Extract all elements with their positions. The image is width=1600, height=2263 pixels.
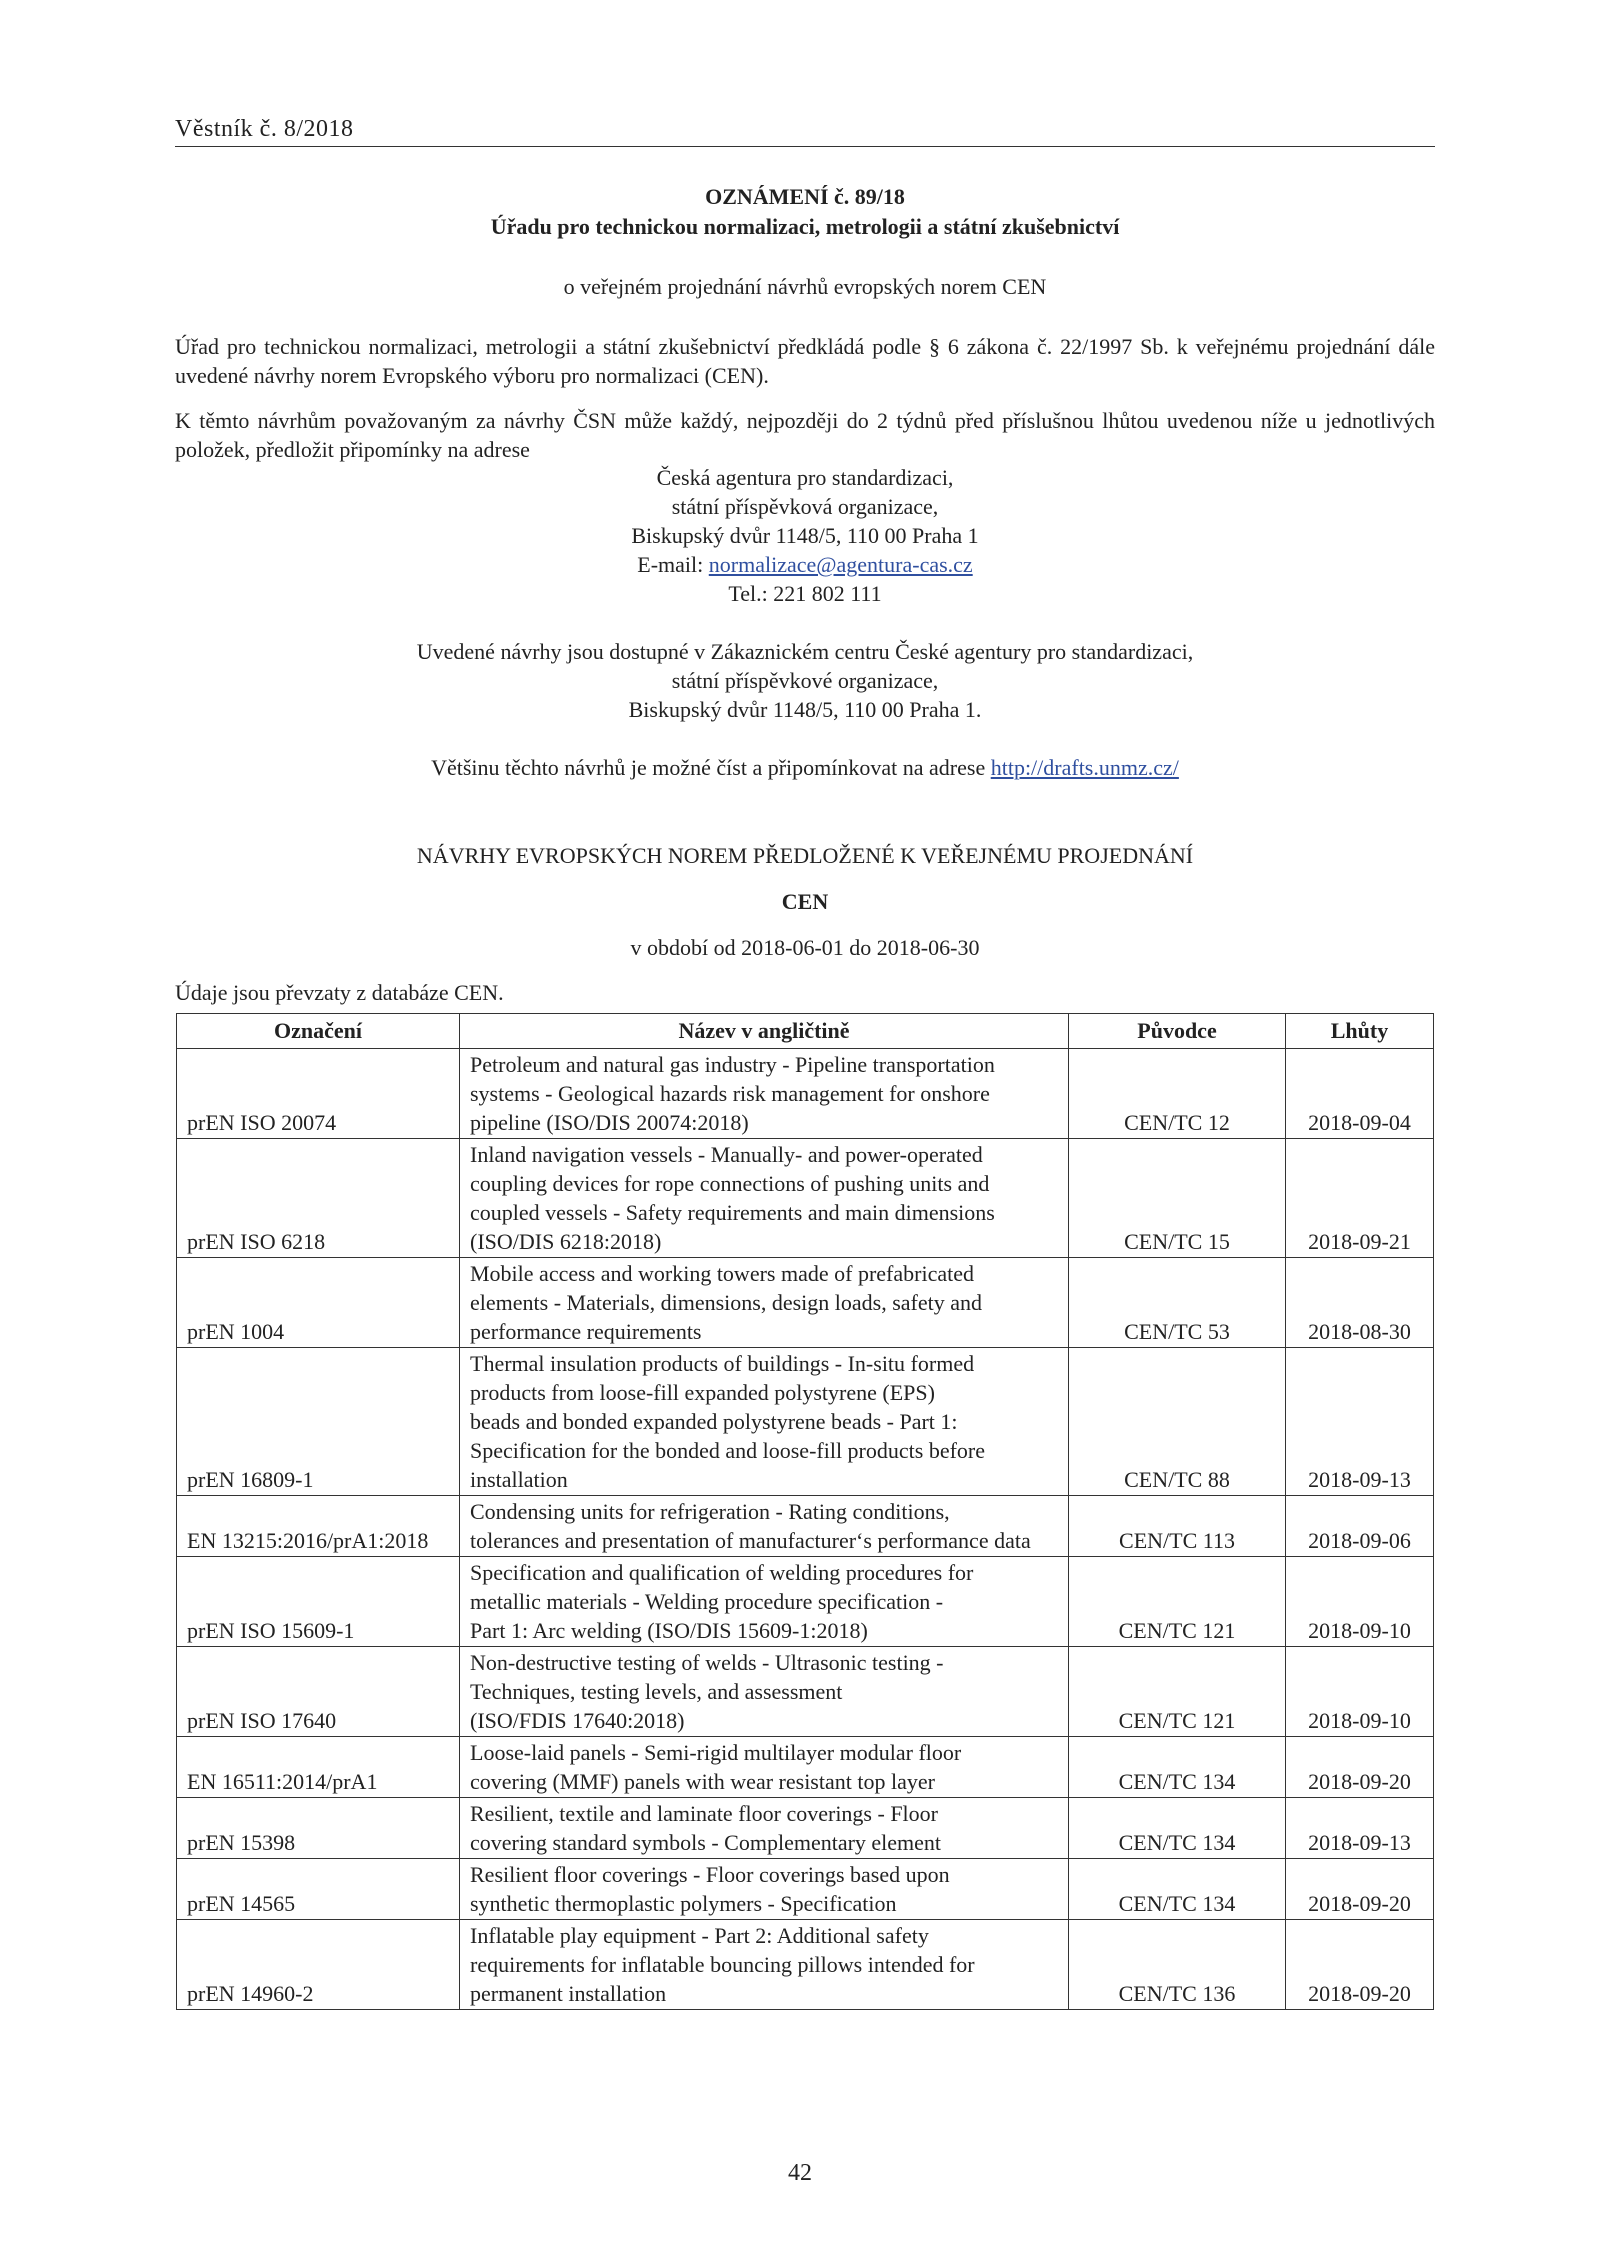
cell-designation: prEN 14960-2 [177, 1920, 460, 2010]
cell-english-title [460, 1557, 1069, 1647]
cell-deadline: 2018-09-10 [1286, 1647, 1434, 1737]
cell-designation: EN 16511:2014/prA1 [177, 1737, 460, 1798]
cell-english-title [460, 1859, 1069, 1920]
table-row [177, 1496, 1434, 1557]
title-line: Resilient, textile and laminate floor coverings - Floor [470, 1801, 938, 1826]
cell-deadline: 2018-08-30 [1286, 1258, 1434, 1348]
comments-paragraph: K těmto návrhům považovaným za návrhy ČSN může každý, nejpozději do 2 týdnů před příslušnou lhůtou uvedenou níže u jednotlivých položek, předložit připomínky na adrese [175, 408, 1435, 462]
intro-paragraph: Úřad pro technickou normalizaci, metrologii a státní zkušebnictví předkládá podle § 6 zákona č. 22/1997 Sb. k veřejnému projednání dále uvedené návrhy norem Evropského výboru pro normalizaci (CEN). [175, 334, 1435, 388]
page-number: 42 [788, 2160, 812, 2186]
table-row [177, 1557, 1434, 1647]
cell-originator: CEN/TC 53 [1069, 1258, 1286, 1348]
norms-table [176, 1013, 1434, 2010]
title-line: beads and bonded expanded polystyrene beads - Part 1: [470, 1409, 958, 1434]
email-label: E-mail: [637, 552, 709, 577]
cell-english-title [460, 1139, 1069, 1258]
title-line: elements - Materials, dimensions, design loads, safety and [470, 1290, 982, 1315]
title-line: systems - Geological hazards risk management for onshore [470, 1081, 990, 1106]
online-line [175, 755, 1435, 781]
title-line: Non-destructive testing of welds - Ultrasonic testing - [470, 1650, 944, 1675]
title-line: covering standard symbols - Complementary element [470, 1830, 942, 1855]
title-line: permanent installation [470, 1981, 667, 2006]
table-row [177, 1798, 1434, 1859]
online-text: Většinu těchto návrhů je možné číst a připomínkovat na adrese [431, 755, 991, 780]
email-link[interactable]: normalizace@agentura-cas.cz [708, 552, 973, 577]
title-line: Petroleum and natural gas industry - Pipeline transportation [470, 1052, 995, 1077]
cell-deadline: 2018-09-20 [1286, 1737, 1434, 1798]
cell-english-title [460, 1496, 1069, 1557]
cell-deadline: 2018-09-13 [1286, 1348, 1434, 1496]
notice-subject: o veřejném projednání návrhů evropských norem CEN [563, 274, 1047, 299]
cell-designation: prEN 16809-1 [177, 1348, 460, 1496]
running-header [175, 112, 1435, 147]
cell-english-title [460, 1737, 1069, 1798]
availability-line-3: Biskupský dvůr 1148/5, 110 00 Praha 1. [628, 697, 982, 722]
table-row [177, 1920, 1434, 2010]
title-line: products from loose-fill expanded polystyrene (EPS) [470, 1380, 935, 1405]
cell-deadline: 2018-09-13 [1286, 1798, 1434, 1859]
drafts-url-link[interactable]: http://drafts.unmz.cz/ [990, 755, 1179, 780]
cell-originator: CEN/TC 136 [1069, 1920, 1286, 2010]
cell-designation: prEN ISO 6218 [177, 1139, 460, 1258]
cell-originator: CEN/TC 134 [1069, 1798, 1286, 1859]
table-row [177, 1258, 1434, 1348]
address-line-3: Biskupský dvůr 1148/5, 110 00 Praha 1 [631, 523, 979, 548]
title-line: requirements for inflatable bouncing pillows intended for [470, 1952, 975, 1977]
header-originator: Původce [1069, 1014, 1286, 1049]
table-row [177, 1737, 1434, 1798]
section-period: v období od 2018-06-01 do 2018-06-30 [630, 935, 980, 960]
cell-originator: CEN/TC 121 [1069, 1647, 1286, 1737]
cell-deadline: 2018-09-20 [1286, 1920, 1434, 2010]
title-line: Thermal insulation products of buildings - In-situ formed [470, 1351, 975, 1376]
title-line: performance requirements [470, 1319, 702, 1344]
cell-originator: CEN/TC 12 [1069, 1049, 1286, 1139]
title-line: Inflatable play equipment - Part 2: Additional safety [470, 1923, 929, 1948]
cell-designation: prEN ISO 15609-1 [177, 1557, 460, 1647]
cell-english-title [460, 1798, 1069, 1859]
cell-designation: prEN 15398 [177, 1798, 460, 1859]
table-body [177, 1049, 1434, 2010]
section-org: CEN [781, 889, 829, 914]
cell-designation: prEN 1004 [177, 1258, 460, 1348]
header-deadline: Lhůty [1286, 1014, 1434, 1049]
title-line: Techniques, testing levels, and assessment [470, 1679, 843, 1704]
cell-originator: CEN/TC 121 [1069, 1557, 1286, 1647]
table-row [177, 1859, 1434, 1920]
cell-english-title [460, 1647, 1069, 1737]
address-line-2: státní příspěvková organizace, [671, 494, 939, 519]
title-line: coupled vessels - Safety requirements and main dimensions [470, 1200, 995, 1225]
phone-line: Tel.: 221 802 111 [728, 581, 882, 606]
availability-line-2: státní příspěvkové organizace, [671, 668, 939, 693]
cell-designation: prEN ISO 20074 [177, 1049, 460, 1139]
title-line: (ISO/DIS 6218:2018) [470, 1229, 662, 1254]
cell-originator: CEN/TC 15 [1069, 1139, 1286, 1258]
cell-deadline: 2018-09-04 [1286, 1049, 1434, 1139]
title-line: covering (MMF) panels with wear resistant top layer [470, 1769, 935, 1794]
cell-originator: CEN/TC 134 [1069, 1737, 1286, 1798]
cell-english-title [460, 1348, 1069, 1496]
cell-originator: CEN/TC 113 [1069, 1496, 1286, 1557]
title-line: tolerances and presentation of manufacturer‘s performance data [470, 1528, 1031, 1553]
notice-title: OZNÁMENÍ č. 89/18 [705, 184, 905, 209]
section-heading: NÁVRHY EVROPSKÝCH NOREM PŘEDLOŽENÉ K VEŘEJNÉMU PROJEDNÁNÍ [416, 843, 1194, 868]
cell-designation: prEN 14565 [177, 1859, 460, 1920]
table-header-row [177, 1014, 1434, 1049]
address-line-1: Česká agentura pro standardizaci, [656, 465, 954, 490]
cell-deadline: 2018-09-06 [1286, 1496, 1434, 1557]
cell-english-title [460, 1920, 1069, 2010]
title-line: Specification for the bonded and loose-fill products before [470, 1438, 986, 1463]
table-row [177, 1647, 1434, 1737]
availability-line-1: Uvedené návrhy jsou dostupné v Zákaznickém centru České agentury pro standardizaci, [416, 639, 1194, 664]
title-line: Condensing units for refrigeration - Rating conditions, [470, 1499, 950, 1524]
title-line: Inland navigation vessels - Manually- and power-operated [470, 1142, 983, 1167]
cell-designation: prEN ISO 17640 [177, 1647, 460, 1737]
title-line: Part 1: Arc welding (ISO/DIS 15609-1:2018) [470, 1618, 868, 1643]
header-designation: Označení [177, 1014, 460, 1049]
source-note: Údaje jsou převzaty z databáze CEN. [175, 980, 504, 1005]
cell-english-title [460, 1258, 1069, 1348]
cell-deadline: 2018-09-20 [1286, 1859, 1434, 1920]
header-english-title: Název v angličtině [460, 1014, 1069, 1049]
title-line: Mobile access and working towers made of prefabricated [470, 1261, 974, 1286]
title-line: Loose-laid panels - Semi-rigid multilayer modular floor [470, 1740, 962, 1765]
email-line [175, 552, 1435, 578]
journal-title: Věstník č. 8/2018 [175, 116, 354, 142]
cell-english-title [460, 1049, 1069, 1139]
title-line: (ISO/FDIS 17640:2018) [470, 1708, 685, 1733]
table-row [177, 1139, 1434, 1258]
table-row [177, 1348, 1434, 1496]
notice-issuer: Úřadu pro technickou normalizaci, metrologii a státní zkušebnictví [490, 214, 1120, 239]
title-line: coupling devices for rope connections of pushing units and [470, 1171, 990, 1196]
table-row [177, 1049, 1434, 1139]
cell-designation: EN 13215:2016/prA1:2018 [177, 1496, 460, 1557]
cell-originator: CEN/TC 134 [1069, 1859, 1286, 1920]
cell-originator: CEN/TC 88 [1069, 1348, 1286, 1496]
title-line: synthetic thermoplastic polymers - Specification [470, 1891, 897, 1916]
title-line: pipeline (ISO/DIS 20074:2018) [470, 1110, 749, 1135]
cell-deadline: 2018-09-10 [1286, 1557, 1434, 1647]
title-line: Specification and qualification of welding procedures for [470, 1560, 974, 1585]
cell-deadline: 2018-09-21 [1286, 1139, 1434, 1258]
title-line: metallic materials - Welding procedure specification - [470, 1589, 944, 1614]
title-line: Resilient floor coverings - Floor coverings based upon [470, 1862, 950, 1887]
title-line: installation [470, 1467, 568, 1492]
